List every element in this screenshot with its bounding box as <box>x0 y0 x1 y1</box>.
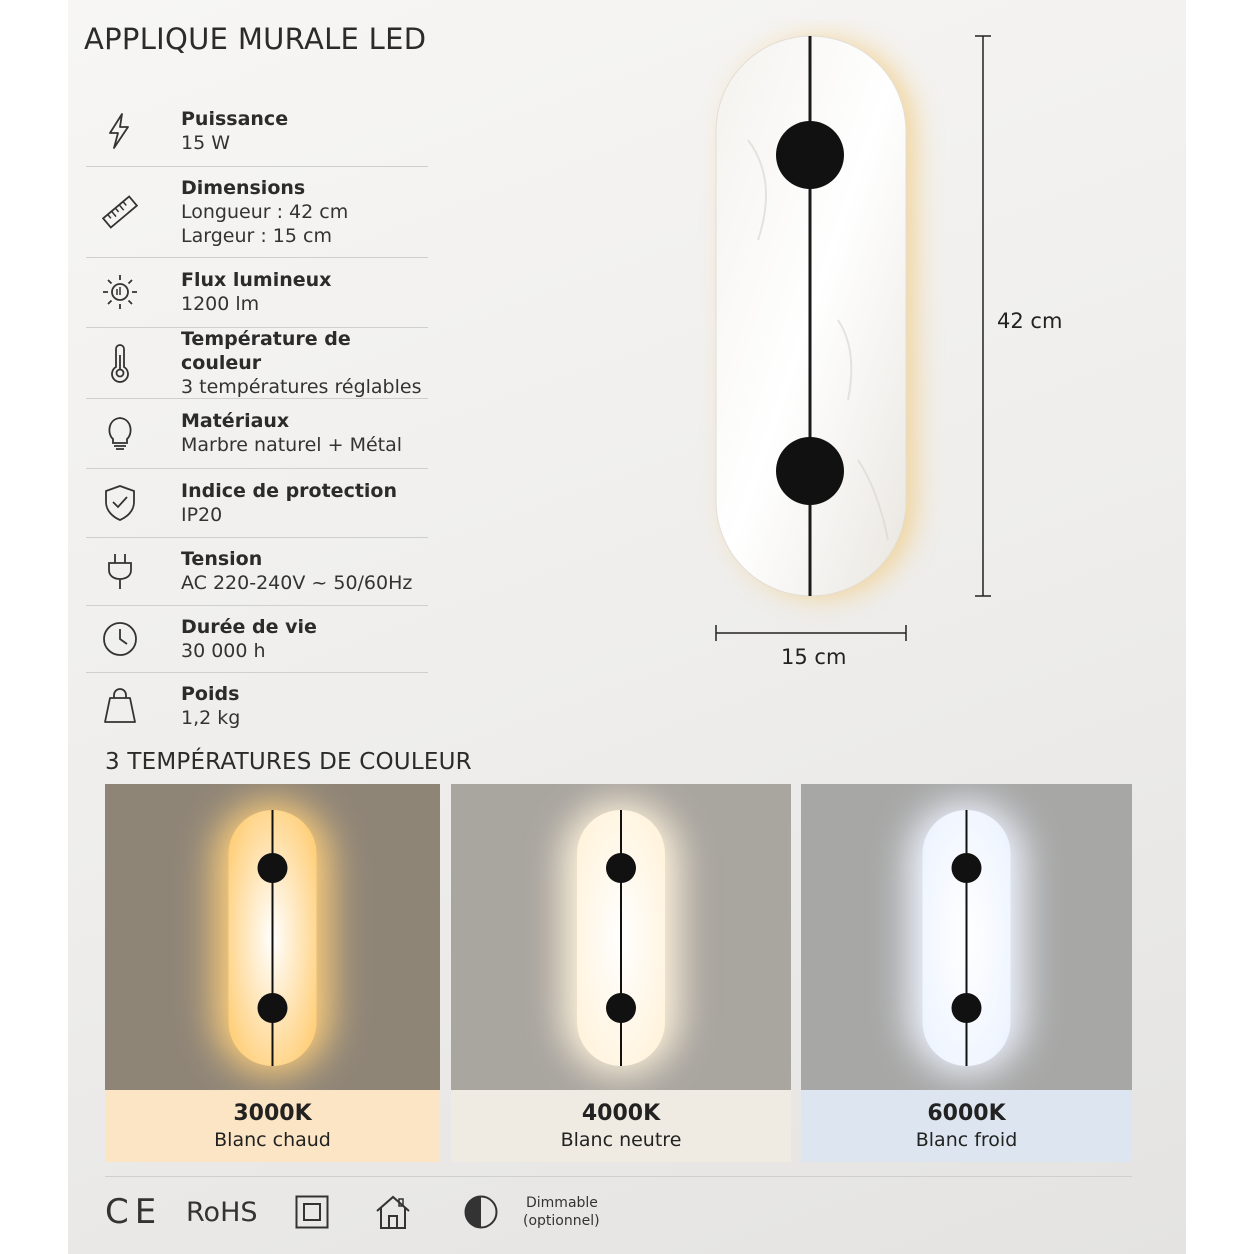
lightning-icon <box>100 96 140 166</box>
spec-label: Indice de protection <box>181 479 398 502</box>
spec-row <box>86 257 428 328</box>
spec-label: Température de couleur <box>181 327 351 374</box>
class-ii-icon <box>295 1190 329 1234</box>
spec-label: Flux lumineux <box>181 269 332 291</box>
lamp-photo <box>451 784 791 1090</box>
kelvin-value: 4000K <box>581 1101 661 1126</box>
spec-label: Dimensions <box>181 176 306 199</box>
temperature-label-band <box>105 1090 440 1162</box>
spec-row <box>86 605 428 673</box>
spec-row <box>86 96 428 167</box>
dimmable-note: (optionnel) <box>523 1213 600 1229</box>
ruler-icon <box>100 166 140 257</box>
spec-label: Tension <box>181 548 263 570</box>
temperatures-title: 3 TEMPÉRATURES DE COULEUR <box>105 749 472 775</box>
temperature-label-band <box>801 1090 1132 1162</box>
lamp-photo <box>801 784 1132 1090</box>
spec-row <box>86 327 428 399</box>
temperature-label-band <box>451 1090 791 1162</box>
ce-label: CE <box>105 1192 163 1232</box>
spec-row <box>86 672 428 740</box>
spec-label: Durée de vie <box>181 615 317 638</box>
indoor-use-icon <box>374 1190 412 1234</box>
lamp-photo <box>105 784 440 1090</box>
temperature-name: Blanc neutre <box>560 1129 682 1151</box>
weight-icon <box>100 672 140 740</box>
sun-lumen-icon <box>100 257 140 327</box>
divider <box>105 1176 1132 1177</box>
temperature-tile <box>105 784 440 1162</box>
spec-value: 15 W <box>181 132 231 154</box>
clock-icon <box>100 605 140 672</box>
spec-label: Puissance <box>181 108 289 130</box>
thermometer-icon <box>100 327 140 398</box>
page-title: APPLIQUE MURALE LED <box>84 22 427 56</box>
spec-value: Longueur : 42 cm <box>181 200 349 223</box>
temperature-tile <box>451 784 791 1162</box>
lightbulb-icon <box>100 398 140 468</box>
spec-value: 1,2 kg <box>181 707 241 729</box>
spec-value: 3 températures réglables <box>181 375 422 398</box>
spec-value: IP20 <box>181 503 223 526</box>
spec-label: Matériaux <box>181 410 290 432</box>
temperature-name: Blanc froid <box>915 1129 1018 1151</box>
spec-value: 30 000 h <box>181 639 266 662</box>
dimmable-text <box>523 1190 600 1234</box>
ce-mark <box>105 1190 162 1234</box>
kelvin-value: 3000K <box>233 1101 312 1126</box>
width-label: 15 cm <box>781 645 847 669</box>
spec-value: Marbre naturel + Métal <box>181 434 403 456</box>
dimmable-icon <box>463 1190 499 1234</box>
spec-row <box>86 468 428 538</box>
spec-row <box>86 537 428 606</box>
rohs-mark <box>186 1190 258 1234</box>
product-sheet <box>68 0 1186 1254</box>
spec-label: Poids <box>181 683 240 705</box>
plug-icon <box>100 537 140 605</box>
temperature-name: Blanc chaud <box>214 1129 331 1151</box>
kelvin-value: 6000K <box>927 1101 1006 1126</box>
rohs-label: RoHS <box>186 1196 258 1228</box>
temperature-tile <box>801 784 1132 1162</box>
spec-row <box>86 166 428 258</box>
lamp-illustration <box>688 20 1128 680</box>
height-label: 42 cm <box>997 309 1063 333</box>
spec-value: 1200 lm <box>181 293 260 315</box>
spec-row <box>86 398 428 469</box>
dimmable-label: Dimmable <box>526 1195 598 1211</box>
bottom-disc <box>776 437 844 505</box>
spec-value: AC 220-240V ~ 50/60Hz <box>181 572 413 594</box>
top-disc <box>776 121 844 189</box>
shield-check-icon <box>100 468 140 537</box>
spec-value: Largeur : 15 cm <box>181 224 332 247</box>
